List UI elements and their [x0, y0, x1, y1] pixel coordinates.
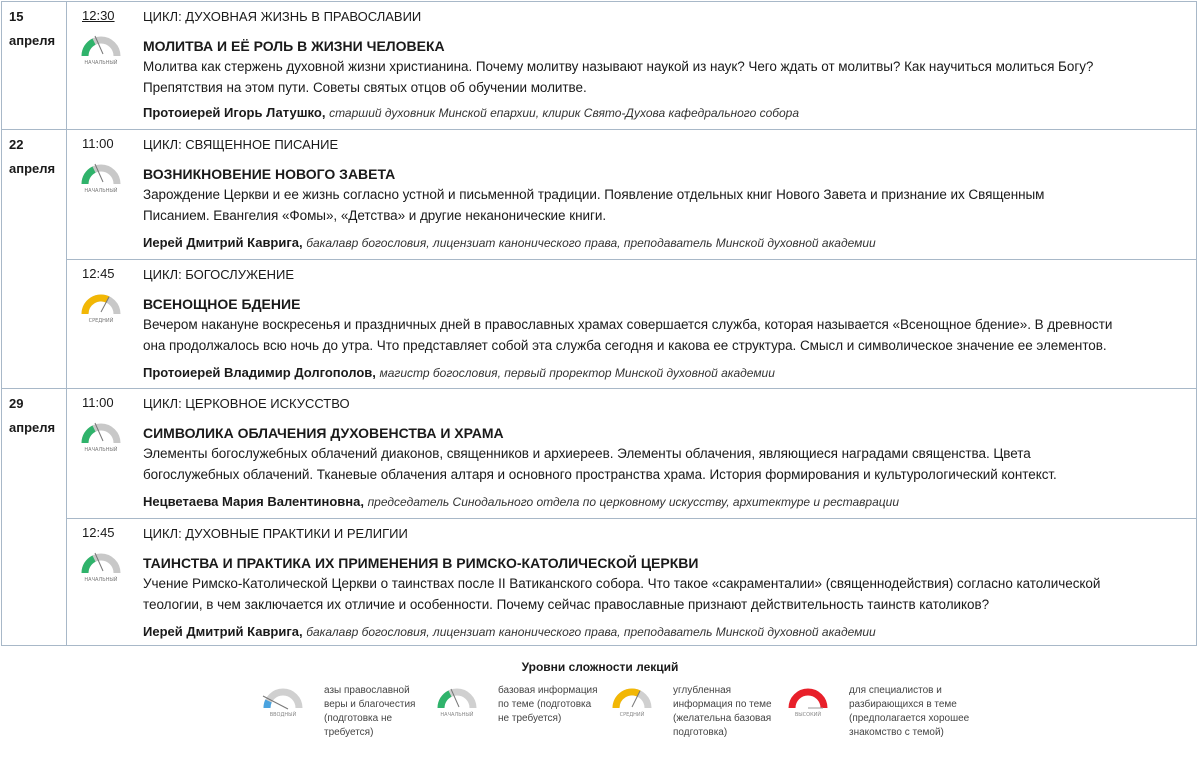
lecture-speaker [143, 234, 876, 252]
lecture-cycle: ЦИКЛ: БОГОСЛУЖЕНИЕ [143, 267, 295, 282]
level-label: НАЧАЛЬНЫЙ [84, 60, 118, 66]
lecture-description: Молитва как стержень духовной жизни христианина. Почему молитву называют наукой из наук? Чего ждать от молитвы? Как научиться молиться Богу? Препятствия на этом пути. Советы святых отцов об обучении молитве. [143, 59, 1094, 95]
speaker-name: Иерей Дмитрий Каврига, [143, 235, 303, 250]
level-gauge-intermediate-icon [607, 684, 657, 718]
level-label: СРЕДНИЙ [88, 318, 114, 324]
schedule-table [1, 1, 1197, 646]
lecture-description: Элементы богослужебных облачений диаконов, священников и архиереев. Элементы облачения, являющиеся наградами священства. Цвета богослужебных облачений. Тканевые облачения алтаря и основного пространства храма. История формирования и культурологический контекст. [143, 446, 1057, 482]
level-gauge-beginner-icon [77, 417, 125, 453]
level-label: НАЧАЛЬНЫЙ [84, 447, 118, 453]
lecture-row [67, 130, 1196, 259]
legend-description: углубленная информация по теме (желательна базовая подготовка) [673, 685, 772, 738]
legend-description: для специалистов и разбирающихся в теме (предполагается хорошее знакомство с темой) [849, 685, 970, 738]
level-gauge-beginner-icon [77, 30, 125, 66]
lecture-row [67, 389, 1196, 518]
lecture-title: ВОЗНИКНОВЕНИЕ НОВОГО ЗАВЕТА [143, 166, 396, 182]
lecture-cycle: ЦИКЛ: ДУХОВНЫЕ ПРАКТИКИ И РЕЛИГИИ [143, 526, 408, 541]
day-row [2, 129, 1196, 388]
level-gauge-beginner-icon [77, 547, 125, 583]
legend-item-intermediate [607, 684, 772, 740]
lecture-speaker [143, 104, 799, 122]
lecture-title: ТАИНСТВА И ПРАКТИКА ИХ ПРИМЕНЕНИЯ В РИМСКО-КАТОЛИЧЕСКОЙ ЦЕРКВИ [143, 555, 699, 571]
lecture-description: Вечером накануне воскресенья и праздничных дней в православных храмах совершается служба, которая называется «Всенощное бдение». В древности она продолжалось всю ночь до утра. Что представляет собой эта служба сегодня и какова ее структура. Смысл и символическое значение ее элементов. [143, 317, 1113, 353]
lecture-time: 12:30 [82, 8, 115, 23]
lecture-title: ВСЕНОЩНОЕ БДЕНИЕ [143, 296, 301, 312]
level-gauge-introductory-icon [258, 684, 308, 718]
lecture-cycle: ЦИКЛ: ДУХОВНАЯ ЖИЗНЬ В ПРАВОСЛАВИИ [143, 9, 422, 24]
speaker-name: Протоиерей Игорь Латушко, [143, 105, 326, 120]
lecture-speaker [143, 364, 775, 382]
lecture-time: 12:45 [82, 266, 115, 281]
lecture-cycle: ЦИКЛ: ЦЕРКОВНОЕ ИСКУССТВО [143, 396, 350, 411]
legend-level-label: ВВОДНЫЙ [269, 712, 297, 718]
day-row [2, 388, 1196, 645]
date-cell [2, 130, 67, 388]
speaker-role: магистр богословия, первый проректор Минской духовной академии [379, 366, 775, 380]
lecture-time: 11:00 [82, 395, 114, 410]
speaker-name: Иерей Дмитрий Каврига, [143, 624, 303, 639]
speaker-role: бакалавр богословия, лицензиат канонического права, преподаватель Минской духовной академии [306, 236, 876, 250]
lecture-cycle: ЦИКЛ: СВЯЩЕННОЕ ПИСАНИЕ [143, 137, 339, 152]
date-day: 22 [9, 137, 24, 152]
lecture-speaker [143, 623, 876, 641]
lecture-speaker [143, 493, 899, 511]
legend-item-advanced [783, 684, 969, 740]
lecture-row [67, 259, 1196, 388]
level-label: НАЧАЛЬНЫЙ [84, 577, 118, 583]
date-cell [2, 389, 67, 645]
speaker-name: Нецветаева Мария Валентиновна, [143, 494, 364, 509]
date-day: 29 [9, 396, 24, 411]
lecture-description: Учение Римско-Католической Церкви о таинствах после II Ватиканского собора. Что такое «сакраменталии» (священнодействия) согласно католической теологии, в чем заключается их отличие и особенности. Почему сейчас православные признают действительность таинств католиков? [143, 576, 1101, 612]
level-gauge-beginner-icon [432, 684, 482, 718]
lecture-row [67, 2, 1196, 129]
level-gauge-beginner-icon [77, 158, 125, 194]
date-month: апреля [9, 420, 56, 435]
legend-title: Уровни сложности лекций [521, 660, 679, 674]
legend-item-beginner [432, 684, 598, 726]
lecture-time: 11:00 [82, 136, 114, 151]
speaker-name: Протоиерей Владимир Долгополов, [143, 365, 376, 380]
level-label: НАЧАЛЬНЫЙ [84, 188, 118, 194]
lecture-title: СИМВОЛИКА ОБЛАЧЕНИЯ ДУХОВЕНСТВА И ХРАМА [143, 425, 504, 441]
legend-item-introductory [258, 684, 415, 740]
legend-level-label: СРЕДНИЙ [619, 712, 645, 718]
date-day: 15 [9, 9, 24, 24]
level-gauge-intermediate-icon [77, 288, 125, 324]
legend-level-label: ВЫСОКИЙ [794, 712, 822, 718]
level-gauge-advanced-icon [783, 684, 833, 718]
speaker-role: председатель Синодального отдела по церковному искусству, архитектуре и реставрации [367, 495, 899, 509]
lecture-title: МОЛИТВА И ЕЁ РОЛЬ В ЖИЗНИ ЧЕЛОВЕКА [143, 38, 445, 54]
lecture-description: Зарождение Церкви и ее жизнь согласно устной и письменной традиции. Появление отдельных книг Нового Завета и признание их Священным Писанием. Евангелия «Фомы», «Детства» и другие неканонические книги. [143, 187, 1045, 223]
date-cell [2, 2, 67, 129]
lecture-row [67, 518, 1196, 645]
date-month: апреля [9, 161, 56, 176]
lecture-time: 12:45 [82, 525, 115, 540]
day-row [2, 2, 1196, 129]
speaker-role: бакалавр богословия, лицензиат канонического права, преподаватель Минской духовной академии [306, 625, 876, 639]
speaker-role: старший духовник Минской епархии, клирик Свято-Духова кафедрального собора [329, 106, 800, 120]
legend-description: азы православной веры и благочестия (подготовка не требуется) [324, 685, 416, 738]
date-month: апреля [9, 33, 56, 48]
legend-description: базовая информация по теме (подготовка не требуется) [498, 685, 598, 724]
legend-level-label: НАЧАЛЬНЫЙ [440, 712, 474, 718]
